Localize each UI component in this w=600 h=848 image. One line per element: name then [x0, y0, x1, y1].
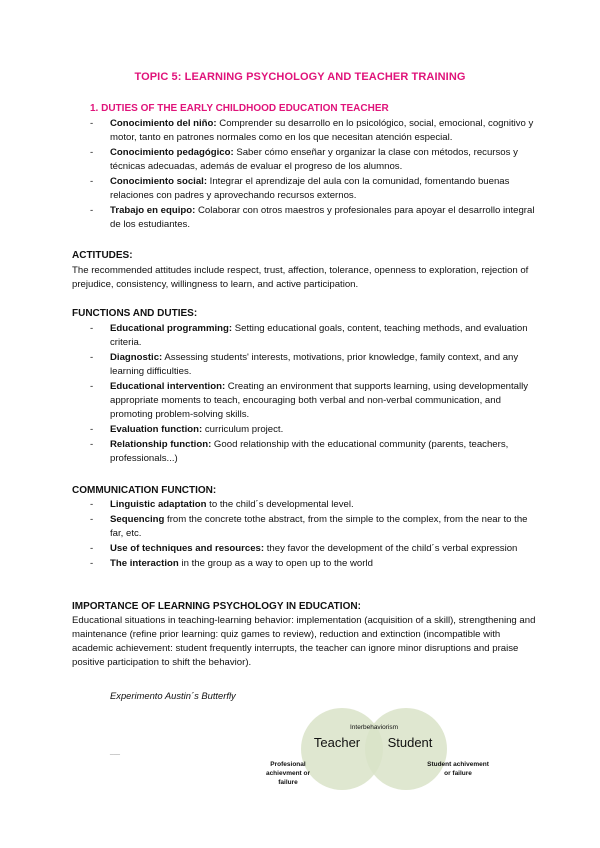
- item-term: Conocimiento social:: [110, 176, 208, 187]
- list-item: [90, 117, 535, 145]
- teacher-note-line: failure: [278, 779, 298, 786]
- attitudes-text: The recommended attitudes include respect, trust, affection, tolerance, openness to exploration, rejection of prejudice, consistency, willingness to learn, and active participation.: [72, 265, 529, 290]
- item-text: Good relationship with the educational community (parents, teachers, professionals...): [110, 439, 509, 464]
- teacher-label: Teacher: [313, 735, 361, 750]
- item-term: Diagnostic:: [110, 352, 163, 363]
- list-item: [90, 542, 530, 556]
- item-text: Assessing students' interests, motivations, prior knowledge, family context, and any learning difficulties.: [110, 352, 519, 377]
- page-title: TOPIC 5: LEARNING PSYCHOLOGY AND TEACHER TRAINING: [134, 71, 466, 83]
- item-term: Sequencing: [110, 514, 165, 525]
- item-term: Conocimiento pedagógico:: [110, 147, 234, 158]
- student-note-line: or failure: [444, 770, 472, 777]
- item-text: Comprender su desarrollo en lo psicológico, social, emocional, cognitivo y motor, tanto en patrones normales como en los que necesitan atención especial.: [110, 118, 534, 143]
- item-term: The interaction: [110, 558, 179, 569]
- item-text: Colaborar con otros maestros y profesionales para apoyar el desarrollo integral de los estudiantes.: [110, 205, 535, 230]
- list-item: [90, 204, 535, 232]
- item-text: Integrar el aprendizaje del aula con la comunidad, fomentando buenas relaciones con padres y aprovechando recursos externos.: [110, 176, 510, 201]
- center-label: Interbehaviorism: [349, 724, 399, 731]
- item-term: Educational intervention:: [110, 381, 226, 392]
- list-item: [90, 513, 530, 541]
- item-text: they favor the development of the child´s verbal expression: [264, 543, 518, 554]
- functions-list: [90, 322, 530, 466]
- item-term: Evaluation function:: [110, 424, 203, 435]
- item-term: Conocimiento del niño:: [110, 118, 217, 129]
- student-label: Student: [387, 735, 433, 750]
- list-item: [90, 175, 535, 203]
- list-item: [90, 380, 530, 422]
- list-item: [90, 322, 530, 350]
- item-text: curriculum project.: [202, 424, 284, 435]
- item-term: Trabajo en equipo:: [110, 205, 196, 216]
- small-mark: ___: [110, 749, 121, 755]
- figure-caption: Experimento Austin´s Butterfly: [110, 690, 236, 701]
- item-text: to the child´s developmental level.: [206, 499, 354, 510]
- item-text: Setting educational goals, content, teaching methods, and evaluation criteria.: [110, 323, 528, 348]
- section1-heading: 1. DUTIES OF THE EARLY CHILDHOOD EDUCATION TEACHER: [90, 103, 389, 114]
- item-text: from the concrete tothe abstract, from the simple to the complex, from the near to the far, etc.: [110, 514, 528, 539]
- functions-heading: FUNCTIONS AND DUTIES:: [72, 308, 198, 319]
- list-item: [90, 351, 530, 379]
- list-item: [90, 146, 535, 174]
- importance-text: Educational situations in teaching-learning behavior: implementation (acquisition of a skill), strengthening and maintenance (refine prior learning: quiz games to review), reduction and extinction (incompatible with academic achievement: student frequently interrupts, the teacher can ignore minor disruptions and praise positive participation to shift the behavior).: [72, 615, 536, 668]
- item-term: Educational programming:: [110, 323, 233, 334]
- list-item: [90, 438, 530, 466]
- importance-heading: IMPORTANCE OF LEARNING PSYCHOLOGY IN EDUCATION:: [72, 601, 361, 612]
- item-term: Relationship function:: [110, 439, 212, 450]
- item-term: Linguistic adaptation: [110, 499, 207, 510]
- item-term: Use of techniques and resources:: [110, 543, 265, 554]
- communication-heading: COMMUNICATION FUNCTION:: [72, 485, 217, 496]
- list-item: [90, 557, 530, 571]
- item-text: Saber cómo enseñar y organizar la clase con métodos, recursos y técnicas adecuadas, además de evaluar el progreso de los alumnos.: [110, 147, 518, 172]
- teacher-note-line: Profesional: [270, 761, 306, 768]
- list-item: [90, 423, 530, 437]
- student-note-line: Student achivement: [427, 761, 489, 768]
- venn-diagram: [255, 700, 495, 805]
- attitudes-heading: ACTITUDES:: [72, 250, 133, 261]
- list-item: [90, 498, 530, 512]
- teacher-note-line: achievment or: [265, 770, 311, 777]
- communication-list: [90, 498, 530, 571]
- item-text: Creating an environment that supports learning, using developmentally appropriate moments to teach, encouraging both verbal and non-verbal communication, and promoting problem-solving skills.: [110, 381, 529, 420]
- item-text: in the group as a way to open up to the world: [178, 558, 373, 569]
- duties-list: [90, 117, 535, 232]
